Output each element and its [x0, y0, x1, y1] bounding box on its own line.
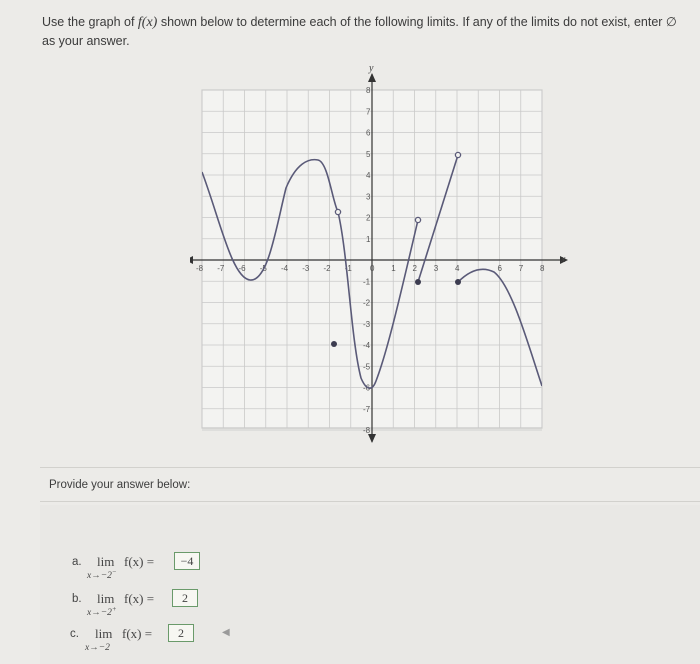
y-tick-label: -4: [363, 341, 371, 350]
lim-word: lim: [95, 626, 113, 641]
x-tick-label: -7: [217, 264, 225, 273]
y-tick-label: 4: [366, 171, 371, 180]
x-tick-label: 6: [497, 264, 502, 273]
y-tick-label: -6: [363, 383, 371, 393]
lim-approach: x→−2: [85, 643, 110, 654]
y-tick-label: 1: [366, 234, 371, 244]
y-tick-label: -5: [363, 362, 371, 372]
y-tick-label: -8: [363, 426, 371, 435]
part-letter: c.: [70, 628, 79, 640]
y-axis-label: y: [369, 63, 374, 74]
part-letter: b.: [72, 593, 82, 605]
lim-subscript: [87, 568, 117, 581]
x-axis-left-arrow-icon: [190, 256, 193, 264]
lim-word: lim: [97, 591, 115, 606]
divider-answer: [40, 501, 700, 502]
x-tick-label: 8: [540, 264, 545, 273]
x-tick-label: -8: [196, 264, 204, 273]
answer-area: [40, 505, 700, 664]
lim-sign: +: [111, 605, 117, 613]
speaker-icon[interactable]: ◀: [222, 627, 230, 638]
question-prefix: Use the graph of: [42, 15, 138, 29]
y-tick-label: 2: [366, 213, 371, 223]
function-graph: [190, 60, 575, 450]
answer-input-b[interactable]: 2: [172, 589, 198, 607]
x-tick-label: -1: [344, 264, 352, 273]
open-point-middle: [415, 217, 420, 222]
x-tick-label: 1: [391, 264, 396, 273]
y-tick-label: 7: [366, 107, 371, 117]
x-tick-label: 3: [433, 264, 439, 273]
y-axis-down-arrow-icon: [368, 434, 376, 443]
x-tick-label: -4: [281, 264, 289, 273]
graph-svg: [190, 60, 575, 450]
closed-point-line-start: [415, 279, 421, 285]
answer-input-c[interactable]: 2: [168, 624, 194, 642]
function-expr: f(x) =: [124, 591, 155, 606]
lim-subscript: [87, 605, 117, 618]
lim-subscript: [85, 640, 110, 653]
x-tick-label: -6: [238, 264, 246, 273]
x-tick-label: -5: [259, 264, 267, 273]
question-suffix: shown below to determine each of the following limits. If any of the limits do not exist, enter ∅ as your answer.: [42, 15, 677, 48]
lim-word: lim: [97, 554, 115, 569]
divider-top: [40, 467, 700, 468]
y-tick-label: -1: [363, 277, 371, 287]
part-letter: a.: [72, 556, 82, 568]
y-tick-label: -3: [363, 319, 371, 329]
open-point-line-end: [455, 152, 460, 157]
question-text: [42, 13, 682, 51]
y-tick-label: 8: [366, 86, 371, 95]
x-tick-label: 7: [518, 264, 524, 273]
y-tick-label: -7: [363, 404, 371, 414]
provide-label: Provide your answer below:: [49, 479, 191, 491]
function-name: f(x): [137, 15, 158, 30]
x-axis-label: x: [561, 254, 566, 265]
x-tick-label: 4: [455, 264, 460, 273]
y-tick-label: 3: [366, 192, 371, 202]
closed-point-right-start: [455, 279, 461, 285]
open-point-left: [335, 209, 340, 214]
function-expr: f(x) =: [124, 554, 155, 569]
lim-sign: −: [111, 568, 117, 576]
y-tick-label: -2: [363, 298, 371, 308]
x-tick-label: 0: [370, 264, 375, 273]
y-tick-label: 5: [366, 149, 371, 159]
lim-approach: x→−2: [87, 608, 112, 619]
x-tick-label: -3: [302, 264, 310, 273]
closed-point-isolated: [331, 341, 337, 347]
answer-input-a[interactable]: −4: [174, 552, 200, 570]
y-tick-label: 6: [366, 128, 371, 138]
function-expr: f(x) =: [122, 626, 153, 641]
y-axis-arrow-icon: [368, 73, 376, 82]
lim-approach: x→−2: [87, 571, 112, 582]
x-tick-label: -2: [323, 264, 331, 273]
x-tick-label: 2: [412, 264, 417, 273]
